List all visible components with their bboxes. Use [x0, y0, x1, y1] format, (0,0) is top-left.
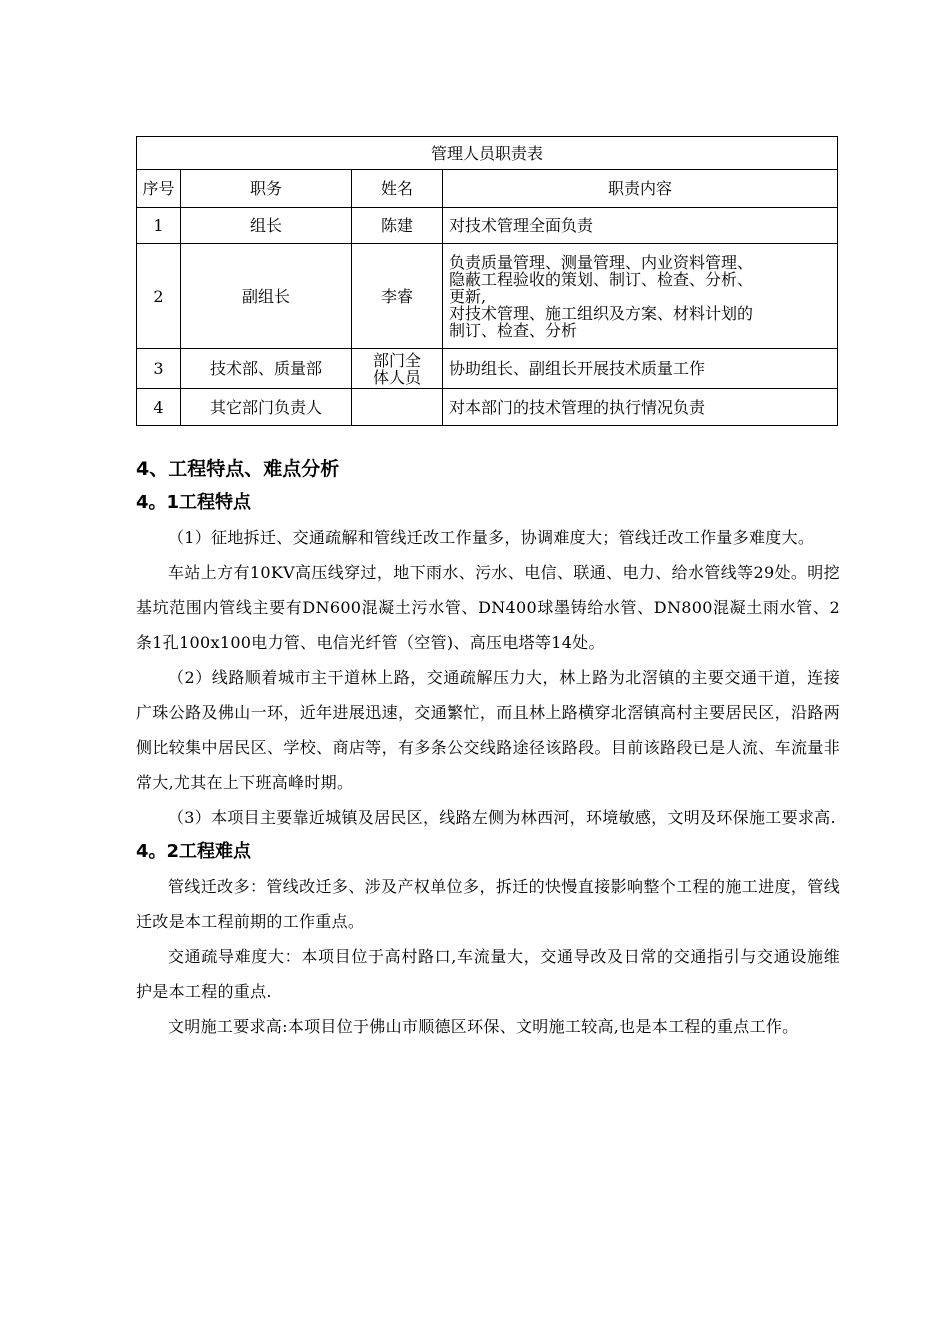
table-row — [137, 349, 838, 389]
row-duty: 协助组长、副组长开展技术质量工作 — [443, 349, 838, 389]
row-seq: 2 — [137, 244, 181, 349]
paragraph: 交通疏导难度大：本项目位于高村路口,车流量大，交通导改及日常的交通指引与交通设施维护是本工程的重点. — [136, 947, 840, 1001]
table-row — [137, 244, 838, 349]
section-heading: 4、工程特点、难点分析 — [136, 458, 340, 480]
paragraph: 文明施工要求高:本项目位于佛山市顺德区环保、文明施工较高,也是本工程的重点工作。 — [168, 1017, 799, 1036]
header-seq: 序号 — [137, 170, 181, 208]
paragraph: （2）线路顺着城市主干道林上路，交通疏解压力大，林上路为北滘镇的主要交通干道，连接广珠公路及佛山一环，近年进展迅速，交通繁忙，而且林上路横穿北滘镇高村主要居民区，沿路两侧比较集中居民区、学校、商店等，有多条公交线路途径该路段。目前该路段已是人流、车流量非常大,尤其在上下班高峰时期。 — [136, 668, 840, 792]
row-name: 部门全体人员 — [352, 349, 443, 389]
row-name: 陈建 — [352, 208, 443, 244]
table-row — [137, 389, 838, 426]
duty-line: 负责质量管理、测量管理、内业资料管理、 — [449, 252, 754, 272]
header-role: 职务 — [181, 170, 352, 208]
paragraph: 管线迁改多：管线改迁多、涉及产权单位多，拆迁的快慢直接影响整个工程的施工进度，管线迁改是本工程前期的工作重点。 — [136, 877, 840, 931]
row-seq: 3 — [137, 349, 181, 389]
header-name: 姓名 — [352, 170, 443, 208]
table-header-row — [137, 170, 838, 208]
duty-table — [136, 136, 838, 426]
paragraph: （1）征地拆迁、交通疏解和管线迁改工作量多，协调难度大；管线迁改工作量多难度大。 — [168, 528, 815, 547]
table-row — [137, 208, 838, 244]
subsection-heading-features: 4。1工程特点 — [136, 492, 252, 513]
row-role: 技术部、质量部 — [181, 349, 352, 389]
paragraph: 车站上方有10KV高压线穿过，地下雨水、污水、电信、联通、电力、给水管线等29处。明挖基坑范围内管线主要有DN600混凝土污水管、DN400球墨铸给水管、DN800混凝土雨水管、2条1孔100x100电力管、电信光纤管（空管)、高压电塔等14处。 — [136, 563, 840, 652]
row-duty: 对技术管理全面负责 — [443, 208, 838, 244]
subsection-heading-difficulties: 4。2工程难点 — [136, 841, 252, 862]
header-duty: 职责内容 — [443, 170, 838, 208]
duty-line: 制订、检查、分析 — [449, 320, 578, 340]
paragraph: （3）本项目主要靠近城镇及居民区，线路左侧为林西河，环境敏感，文明及环保施工要求高. — [168, 808, 836, 827]
table-title-row — [137, 137, 838, 170]
duty-line: 隐蔽工程验收的策划、制订、检查、分析、 — [449, 269, 754, 289]
section-content — [136, 452, 840, 1044]
row-seq: 4 — [137, 389, 181, 426]
row-role: 其它部门负责人 — [181, 389, 352, 426]
row-duty — [443, 244, 838, 349]
row-name: 李睿 — [352, 244, 443, 349]
row-role: 副组长 — [181, 244, 352, 349]
row-seq: 1 — [137, 208, 181, 244]
table-title: 管理人员职责表 — [137, 137, 838, 170]
row-duty: 对本部门的技术管理的执行情况负责 — [443, 389, 838, 426]
row-name — [352, 389, 443, 426]
duty-line: 对技术管理、施工组织及方案、材料计划的 — [449, 303, 754, 323]
row-role: 组长 — [181, 208, 352, 244]
duty-line: 更新, — [449, 286, 487, 306]
